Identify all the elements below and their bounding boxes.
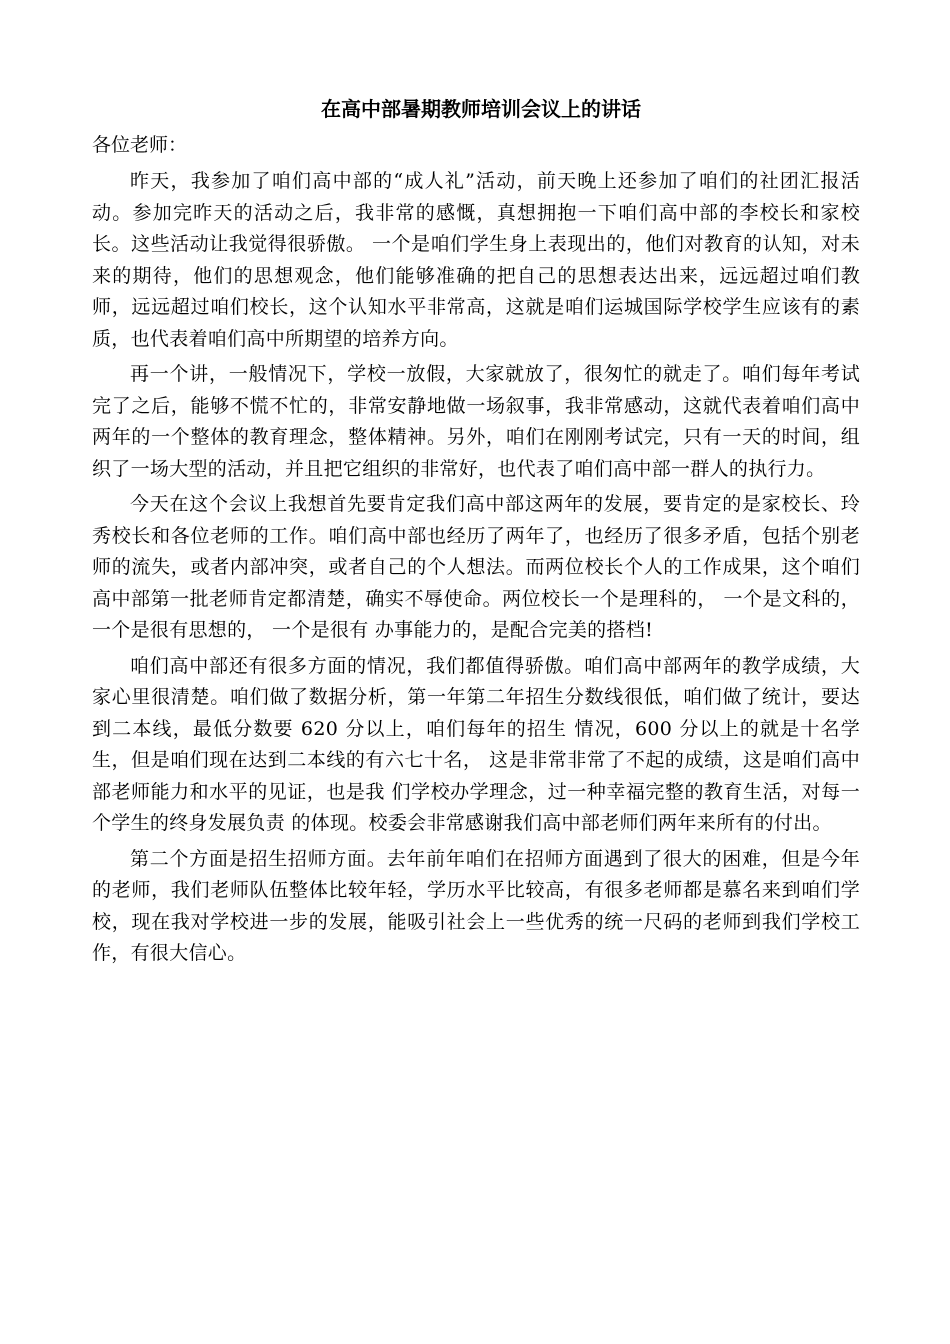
paragraph-1: 昨天，我参加了咱们高中部的“成人礼”活动，前天晚上还参加了咱们的社团汇报活动。参加完昨天的活动之后，我非常的感慨，真想拥抱一下咱们高中部的李校长和家校长。这些活动让我觉得很骄傲。 一个是咱们学生身上表现出的，他们对教育的认知，对未来的期待，他们的思想观念，他们能够准确的把自己的思想表达出来，远远超过咱们教师，远远超过咱们校长，这个认知水平非常高，这就是咱们运城国际学校学生应该有的素质，也代表着咱们高中所期望的培养方向。 bbox=[92, 170, 860, 350]
document-page bbox=[92, 92, 860, 974]
paragraph-4: 咱们高中部还有很多方面的情况，我们都值得骄傲。咱们高中部两年的教学成绩，大家心里很清楚。咱们做了数据分析，第一年第二年招生分数线很低，咱们做了统计，要达到二本线，最低分数要 620 分以上，咱们每年的招生 情况，600 分以上的就是十名学生，但是咱们现在达到二本线的有六七十名， 这是非常非常了不起的成绩，这是咱们高中部老师能力和水平的见证，也是我 们学校办学理念，过一种幸福完整的教育生活，对每一个学生的终身发展负责 的体现。校委会非常感谢我们高中部老师们两年来所有的付出。 bbox=[92, 654, 860, 834]
document-title: 在高中部暑期教师培训会议上的讲话 bbox=[321, 97, 641, 121]
paragraph-3: 今天在这个会议上我想首先要肯定我们高中部这两年的发展，要肯定的是家校长、玲秀校长和各位老师的工作。咱们高中部也经历了两年了，也经历了很多矛盾，包括个别老师的流失，或者内部冲突，或者自己的个人想法。而两位校长个人的工作成果，这个咱们高中部第一批老师肯定都清楚，确实不辱使命。两位校长一个是理科的， 一个是文科的， 一个是很有思想的， 一个是很有 办事能力的，是配合完美的搭档! bbox=[92, 493, 860, 641]
paragraph-2: 再一个讲，一般情况下，学校一放假，大家就放了，很匆忙的就走了。咱们每年考试完了之后，能够不慌不忙的，非常安静地做一场叙事，我非常感动，这就代表着咱们高中两年的一个整体的教育理念，整体精神。另外，咱们在刚刚考试完，只有一天的时间，组织了一场大型的活动，并且把它组织的非常好，也代表了咱们高中部一群人的执行力。 bbox=[92, 363, 860, 480]
salutation: 各位老师： bbox=[92, 134, 188, 156]
paragraph-5: 第二个方面是招生招师方面。去年前年咱们在招师方面遇到了很大的困难，但是今年的老师，我们老师队伍整体比较年轻，学历水平比较高，有很多老师都是慕名来到咱们学校，现在我对学校进一步的发展，能吸引社会上一些优秀的统一尺码的老师到我们学校工作，有很大信心。 bbox=[92, 847, 860, 964]
